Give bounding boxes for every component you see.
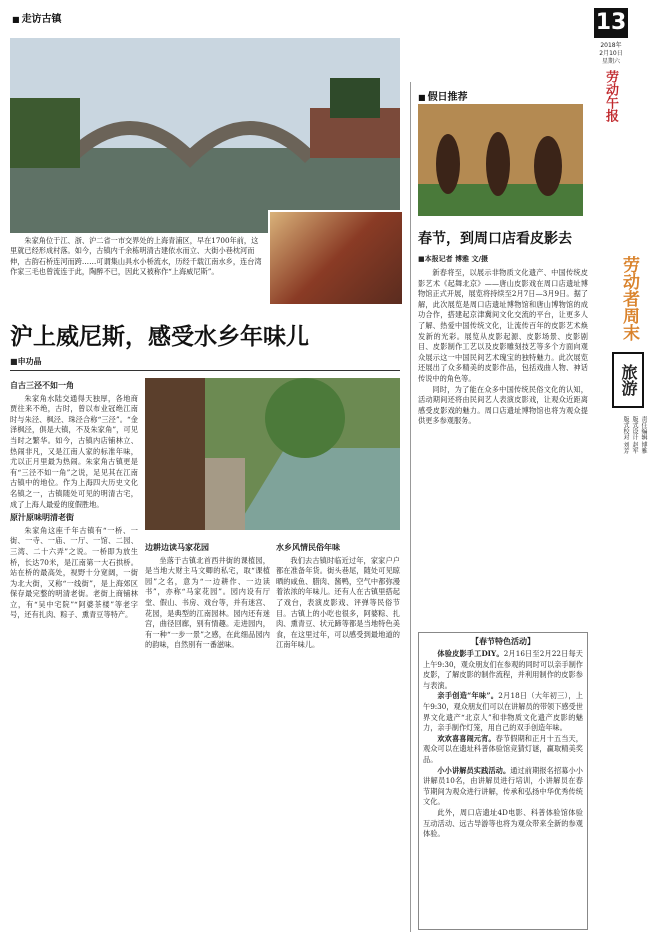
article-column-2	[145, 540, 270, 930]
street-photo	[145, 378, 400, 530]
right-text-2: 同时，为了能在众多中国传统民俗文化的认知，活动期间还将由民间艺人表演皮影戏，让观众近距离感受皮影戏的魅力。周口店遗址博物馆也将为观众提供更多参观服务。	[418, 384, 588, 426]
date-weekday: 星期六	[601, 58, 620, 65]
section-label-left: ■ 走访古镇	[12, 10, 62, 25]
subhead-4: 水乡风情民俗年味	[276, 543, 340, 552]
activities-box	[418, 632, 588, 930]
subhead-1: 自古三泾不如一角	[10, 381, 74, 390]
section-badge: 旅游	[612, 352, 644, 408]
date-year: 2018年	[600, 42, 622, 49]
canal-street-illustration	[145, 378, 400, 530]
activity-2-title: 亲手创造“年味”。	[437, 691, 499, 701]
photo-caption: 朱家角位于江、浙、沪二省一市交界处的上海青浦区，早在1700年前，这里就已经形成村落。如今，古镇内千余栋明清古建依水而立、大街小巷枕河而伸，古韵石桥连河而跨……可谓集山具水小桥流水，历经千载江南水乡，连台湾作家三毛也曾流连于此，陶醉不已，因此又被称作“上海威尼斯”。	[10, 236, 262, 277]
article-text-3: 坐落于古镇北首西井街的课植园，是当地大财主马文卿的私宅，取“课植园”之名，意为“一边耕作、一边读书”，亦称“马家花园”。园内设有厅堂、假山、书房、戏台等，并有迷宫、花园，是典型的江南园林。园内还有迷宫，曲径回廊，别有情趣。走进园内，有一种“一步一景”之感，在此细品园内的韵味，自然别有一番滋味。	[145, 555, 270, 650]
right-article-body	[418, 268, 588, 628]
section-label-right: ■ 假日推荐	[418, 88, 468, 103]
right-text-1: 新春将至，以展示非物质文化遗产、中国传统皮影艺术《起舞北京》——唐山皮影戏在周口店遗址博物馆正式开展，展览将持续至2月7日—3月9日。据了解，此次展览是周口店遗址博物馆和唐山博物馆的成功合作，搭建起京津冀间文化交流的平台，让更多人了解、热爱中国传统文化，让流传百年的皮影艺术焕发新的光彩。展览从皮影起源、皮影场景、皮影剧目、皮影制作工艺以及皮影雕刻技艺等多个方面向观众展示这一中国民间艺术瑰宝的独特魅力。此次展览还展出了众多精美的皮影作品，包括戏曲人物、神话传说中的角色等。	[418, 268, 588, 383]
paper-logo: 劳动午报	[603, 70, 618, 122]
article-text-4: 我们去古镇时临近过年，家家户户都在准备年货。街头巷尾，随处可见晾晒的咸鱼、腊肉、酱鸭，空气中都弥漫着浓浓的年味儿。还有人在古镇里搭起了戏台，表演皮影戏、评弹等民俗节目。古镇上的小吃也很多，阿婆粽、扎肉、熏青豆、状元蹄等都是当地特色美食，在这里过年，可以感受到最地道的江南年味儿。	[276, 555, 400, 650]
subhead-3: 边耕边读马家花园	[145, 543, 209, 552]
activity-4-title: 小小讲解员实践活动。	[437, 765, 511, 775]
divider	[10, 370, 400, 371]
byline-left: ■申功晶	[10, 357, 42, 366]
right-headline: 春节，到周口店看皮影去	[418, 231, 572, 247]
puppet-figures-illustration	[418, 104, 583, 216]
page-number: 13	[594, 8, 628, 38]
article-text-2: 朱家角这座千年古镇有“一桥、一街、一寺、一庙、一厅、一馆、二园、三湾、二十六弄”之说。一桥即为放生桥，长达70米，是江南第一大石拱桥。站在桥的最高处，视野十分宽阔，一街为北大街，又称“一线街”，是上海郊区保存最完整的明清老街。老街上商铺林立，有“吴中宅院”“阿婆茶楼”等老字号，还有扎肉、粽子、熏青豆等特产。	[10, 525, 138, 620]
article-column-1	[10, 378, 138, 930]
byline-right: ■本报记者 博雅 文/摄	[418, 255, 489, 263]
activities-title: 【春节特色活动】	[471, 637, 535, 646]
byline-left-text: 申功晶	[17, 357, 42, 366]
bridge-illustration	[10, 38, 400, 233]
activity-3-text: 春节假期和正月十五当天，观众可以在遗址科普体验馆竞猜灯谜，赢取精美奖品。	[423, 733, 583, 764]
activity-1-title: 体验皮影手工DIY。	[437, 649, 504, 658]
main-headline: 沪上威尼斯，感受水乡年味儿	[10, 324, 309, 350]
activity-2-text: 2月18日（大年初三），上午9:30，观众朋友们可以在讲解员的带领下感受世界文化遗产“北京人”和非物质文化遗产皮影的魅力，亲手制作灯笼，用自己的双手创造年味。	[423, 691, 583, 733]
article-text-1: 朱家角水陆交通得天独厚，各地商贾往来不绝，古时，曾以布业冠绝江南时与朱泾、枫泾、珠泾合称“三泾”。“金泽枫泾，俱是大镇，不及朱家角”，可见当时之繁华。如今，古镇内店铺林立、热闹非凡，又是江南人家的标准年味，尤以正月里最为热闹。朱家角古镇更是有“三泾不如一角”之说，足见其在江南古镇中的地位。作为上海四大历史文化名镇之一，古镇随处可见的明清古宅，成了上海人最爱的度假胜地。	[10, 393, 138, 509]
activity-1-text: 2月16日至2月22日每天上午9:30，观众朋友们在参观的同时可以亲手制作皮影，了解皮影的制作流程，并利用制作的皮影参与表演。	[423, 649, 583, 690]
subhead-2: 原汁原味明清老街	[10, 513, 74, 523]
byline-right-text: 本报记者 博雅 文/摄	[424, 255, 489, 263]
activities-ending: 此外，周口店遗址4D电影、科普体验馆体验互动活动、远古导游等也将为观众带来全新的参观体验。	[423, 807, 583, 839]
credit-proof: 版式校对 刘芳	[622, 416, 629, 454]
article-column-3	[276, 540, 400, 930]
credit-designer: 版式设计 赵军	[631, 416, 638, 454]
food-photo	[268, 210, 404, 306]
activity-4-text: 通过前期报名招募小小讲解员10名，由讲解员进行培训，小讲解员在春节期间为观众进行讲解，传承和弘扬中华优秀传统文化。	[423, 765, 583, 807]
activity-3-title: 欢欢喜喜闹元宵。	[437, 733, 496, 743]
shadow-puppet-photo	[418, 104, 583, 216]
credits	[610, 416, 648, 556]
supplement-title: 劳动者周末	[619, 256, 639, 341]
date-block	[588, 42, 634, 66]
column-divider	[410, 82, 411, 932]
water-town-photo	[10, 38, 400, 233]
credit-editor: 责任编辑 博雅	[640, 416, 647, 454]
date-day: 2月10日	[599, 50, 623, 57]
